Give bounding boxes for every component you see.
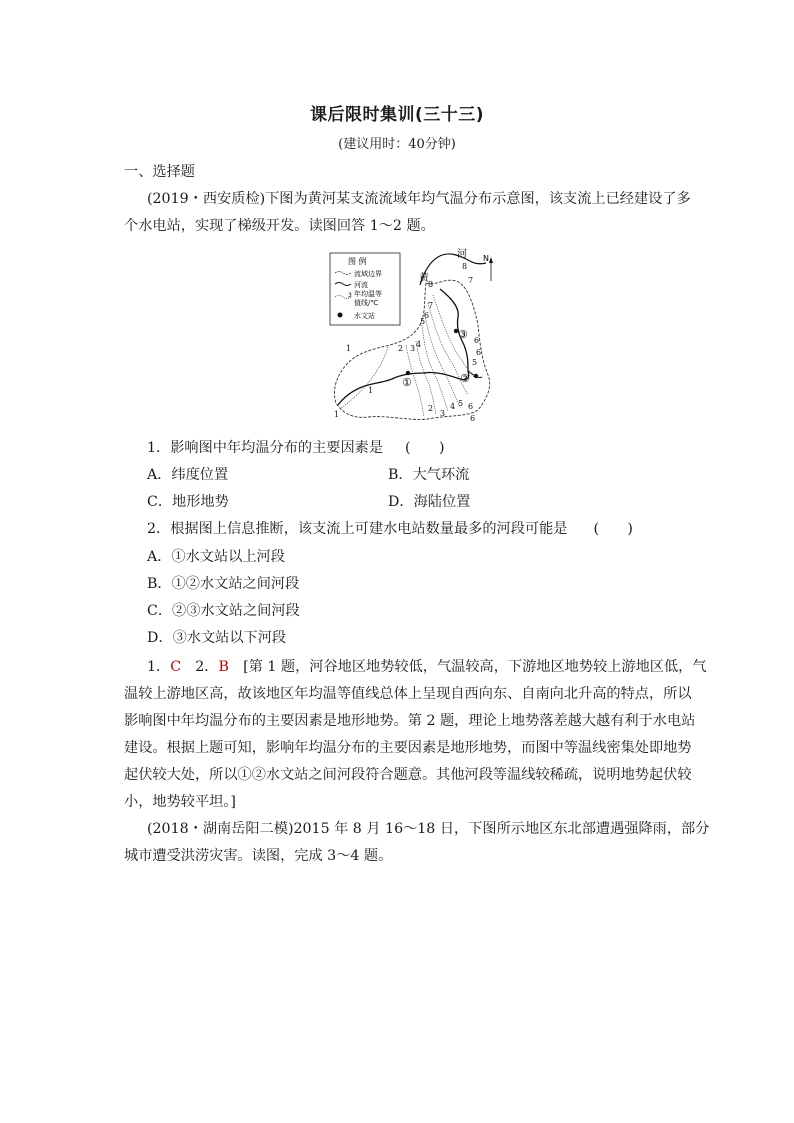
q1-option-a: A．纬度位置 bbox=[147, 467, 229, 483]
iso-label: 6 bbox=[468, 402, 474, 411]
station-1-dot bbox=[406, 371, 410, 375]
iso-label: 6 bbox=[470, 414, 476, 423]
answer-line-4: 建设。根据上题可知，影响年均温分布的主要因素是地形地势，而图中等温线密集处即地势 bbox=[124, 740, 692, 756]
answer-line-5: 起伏较大处，所以①②水文站之间河段符合题意。其他河段等温线较稀疏，说明地势起伏较 bbox=[124, 767, 692, 783]
iso-label: 8 bbox=[462, 262, 468, 271]
label-huang: 黄 bbox=[419, 273, 429, 284]
station-2-dot bbox=[474, 374, 478, 378]
next-intro-line-2: 城市遭受洪涝灾害。读图，完成 3～4 题。 bbox=[124, 848, 393, 864]
basin-temperature-map bbox=[328, 245, 498, 425]
suggested-time: (建议用时：40分钟) bbox=[338, 137, 456, 152]
iso-label: 4 bbox=[416, 340, 422, 349]
answer-line-6: 小，地势较平坦。] bbox=[124, 794, 236, 810]
next-intro-line-1: (2018・湖南岳阳二模)2015 年 8 月 16～18 日，下图所示地区东北部遭遇强降雨，部分 bbox=[147, 821, 710, 837]
intro-line-2: 个水电站，实现了梯级开发。读图回答 1～2 题。 bbox=[124, 218, 435, 234]
station-1-label: ① bbox=[402, 376, 412, 389]
station-2-label: ② bbox=[460, 372, 470, 385]
q1-option-c: C．地形地势 bbox=[147, 494, 229, 510]
answer-1: C bbox=[170, 659, 182, 675]
iso-label: 6 bbox=[424, 311, 430, 320]
intro-line-1: (2019・西安质检)下图为黄河某支流流域年均气温分布示意图，该支流上已经建设了多 bbox=[147, 191, 691, 207]
q2-option-a: A．①水文站以上河段 bbox=[147, 549, 285, 565]
legend-isotherm-sample: 3 bbox=[348, 292, 352, 299]
q1-stem: 1．影响图中年均温分布的主要因素是 ( ) bbox=[147, 440, 445, 456]
label-he: 河 bbox=[457, 249, 467, 260]
iso-label: 1 bbox=[334, 410, 340, 419]
iso-label: 1 bbox=[368, 386, 374, 395]
iso-label: 2 bbox=[428, 404, 434, 413]
q2-option-c: C．②③水文站之间河段 bbox=[147, 603, 300, 619]
page-title: 课后限时集训(三十三) bbox=[309, 105, 485, 125]
iso-label: 3 bbox=[410, 344, 416, 353]
section-heading: 一、选择题 bbox=[124, 164, 195, 180]
iso-label: 2 bbox=[398, 344, 404, 353]
q2-stem: 2．根据图上信息推断，该支流上可建水电站数量最多的河段可能是 ( ) bbox=[147, 521, 633, 537]
iso-label: 6 bbox=[476, 348, 482, 357]
legend-river-label: 河流 bbox=[354, 281, 368, 289]
answer-line-3: 影响图中年均温分布的主要因素是地形地势。第 2 题，理论上地势落差越大越有利于水电站 bbox=[124, 713, 696, 729]
label-north: N bbox=[483, 254, 489, 263]
answer-line-1: 1．C 2．B [第 1 题，河谷地区地势较低，气温较高，下游地区地势较上游地区低，气 bbox=[147, 659, 707, 675]
iso-label: 5 bbox=[458, 399, 464, 408]
station-3-label: ③ bbox=[458, 328, 468, 341]
legend-station-symbol bbox=[338, 313, 343, 318]
legend-boundary-label: 流域边界 bbox=[354, 270, 382, 278]
iso-label: 5 bbox=[472, 358, 478, 367]
legend-title: 图 例 bbox=[348, 257, 367, 266]
q2-option-b: B．①②水文站之间河段 bbox=[147, 576, 300, 592]
iso-label: 6 bbox=[474, 336, 480, 345]
q1-option-b: B．大气环流 bbox=[388, 467, 470, 483]
answer-2: B bbox=[218, 659, 229, 675]
iso-label: 7 bbox=[428, 301, 434, 310]
iso-label: 8 bbox=[428, 280, 434, 289]
iso-label: 7 bbox=[468, 276, 474, 285]
legend-isotherm-label-a: 年均温等 bbox=[354, 290, 382, 298]
iso-label: 1 bbox=[346, 344, 352, 353]
q1-option-d: D．海陆位置 bbox=[388, 494, 471, 510]
answer-line-2: 温较上游地区高，故该地区年均温等值线总体上呈现自西向东、自南向北升高的特点，所以 bbox=[124, 686, 692, 702]
legend-isotherm-label-b: 值线/℃ bbox=[354, 299, 379, 307]
iso-label: 4 bbox=[450, 402, 456, 411]
q2-option-d: D．③水文站以下河段 bbox=[147, 630, 287, 646]
iso-label: 3 bbox=[440, 409, 446, 418]
legend-station-label: 水文站 bbox=[354, 312, 375, 320]
iso-label: 5 bbox=[420, 317, 426, 326]
